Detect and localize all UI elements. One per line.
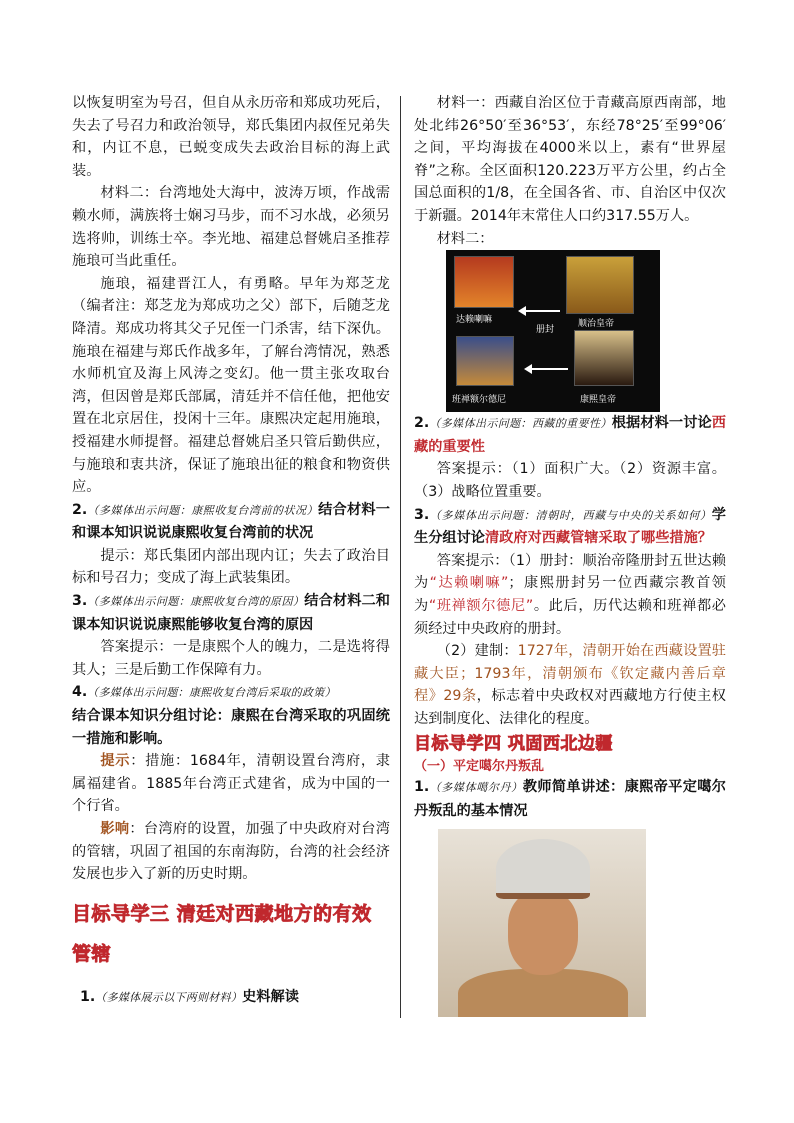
- question-text: 结合材料一和课本知识说说康熙收复台湾前的状况: [72, 501, 390, 542]
- dalai-lama-portrait: [454, 256, 514, 308]
- question-3: [72, 590, 390, 636]
- question-number: 1.: [414, 779, 430, 796]
- subsection-title: [414, 758, 726, 776]
- multimedia-prompt: （多媒体展示以下两则材料）: [95, 990, 243, 1004]
- paragraph-shilang: 施琅，福建晋江人，有勇略。早年为郑芝龙（编者注：郑芝龙为郑成功之父）部下，后随芝龙降清。郑成功将其父子兄侄一门杀害，结下深仇。施琅在福建与郑氏作战多年，了解台湾情况，熟悉水师机宜及海上风涛之变幻。他一贯主张攻取台湾，但因曾是郑氏部属，清廷并不信任他，把他安置在北京居住，投闲十三年。康熙决定起用施琅，授福建水师提督。福建总督姚启圣只管后勤供应，与施琅和衷共济，保证了施琅出征的粮食和物资供应。: [72, 275, 390, 496]
- answer-text: （2）建制：: [436, 643, 518, 660]
- answer-3-jianzhi: [414, 640, 726, 730]
- portrait-face: [508, 891, 578, 975]
- answer-2: 提示：郑氏集团内部出现内讧；失去了政治目标和号召力；变成了海上武装集团。: [72, 547, 390, 587]
- question-text: 学生分组讨论: [414, 506, 726, 547]
- multimedia-prompt: （多媒体出示问题：康熙收复台湾前的状况）: [87, 503, 319, 517]
- question-2: [72, 499, 390, 545]
- question-galdan: [414, 776, 726, 822]
- question-number: 3.: [72, 593, 88, 610]
- label-panchen: 班禅额尔德尼: [452, 395, 507, 406]
- section-banner-3: [72, 886, 390, 974]
- multimedia-prompt: （多媒体出示问题：康熙收复台湾后采取的政策）: [87, 686, 336, 700]
- answer-3: 答案提示：一是康熙个人的魄力，二是选将得其人；三是后勤工作保障有力。: [72, 639, 390, 678]
- answer-3-cefeng: [414, 550, 726, 640]
- answer-4-measures: [72, 750, 390, 818]
- answer-highlight: 1727年，清朝开始在西藏设置驻藏大臣；1793年，清朝颁布《钦定藏内善后章程》29条: [414, 643, 726, 705]
- column-divider: [400, 96, 401, 1018]
- answer-text: 答案提示：（1）册封：顺治帝隆册封五世达赖为: [414, 552, 726, 592]
- label-cefeng: 册封: [536, 325, 555, 336]
- question-3-tibet: [414, 504, 726, 550]
- answer-text: 。此后，历代达赖和班禅都必须经过中央政府的册封。: [414, 597, 726, 637]
- question-4: [72, 681, 390, 750]
- question-text: 结合材料二和课本知识说说康熙能够收复台湾的原因: [72, 593, 390, 633]
- multimedia-prompt: （多媒体出示问题：康熙收复台湾的原因）: [87, 595, 305, 609]
- answer-2-tibet: 答案提示：（1）面积广大。（2）资源丰富。（3）战略位置重要。: [414, 461, 726, 500]
- answer-text: ，标志着中央政权对西藏地方行使主权达到制度化、法律化的程度。: [414, 688, 726, 727]
- paragraph-material-two: 材料二：台湾地处大海中，波涛万顷，作战需赖水师，满族将士娴习马步，而不习水战，必须另选将帅，训练士卒。李光地、福建总督姚启圣推荐施琅可当此重任。: [72, 185, 390, 270]
- shunzhi-portrait: [566, 256, 634, 314]
- question-2-tibet: [414, 412, 726, 458]
- material-two-label: 材料二：: [436, 230, 494, 247]
- question-highlight: 西藏的重要性: [414, 415, 726, 455]
- multimedia-prompt: （多媒体出示问题：西藏的重要性）: [429, 417, 612, 431]
- section-title: 目标导学三 清廷对西藏地方的有效管辖: [72, 902, 372, 965]
- question-text: 结合课本知识分组讨论：康熙在台湾采取的巩固统一措施和影响。: [72, 708, 390, 747]
- question-1-materials: [72, 986, 390, 1010]
- label-kangxi: 康熙皇帝: [580, 395, 617, 406]
- arrow-left-icon: [522, 310, 560, 312]
- question-text: 史料解读: [242, 988, 299, 1005]
- multimedia-prompt: （多媒体出示问题：清朝时，西藏与中央的关系如何）: [429, 508, 712, 522]
- galdan-portrait-image: [438, 829, 646, 1017]
- portrait-shoulders: [458, 969, 628, 1017]
- arrow-left-icon: [528, 368, 568, 370]
- label-dalai: 达赖喇嘛: [456, 315, 493, 326]
- question-number: 2.: [72, 501, 88, 518]
- hint-label: 提示: [100, 753, 131, 770]
- question-number: 1.: [80, 988, 96, 1005]
- panchen-portrait: [456, 336, 514, 386]
- section-banner-4: [414, 730, 726, 758]
- question-number: 3.: [414, 506, 430, 523]
- portrait-hat: [496, 839, 590, 899]
- answer-4-impact: [72, 818, 390, 886]
- answer-highlight: “达赖喇嘛”: [429, 575, 509, 592]
- section-title: 目标导学四 巩固西北边疆: [414, 734, 613, 755]
- kangxi-portrait: [574, 330, 634, 386]
- impact-label: 影响: [100, 821, 130, 837]
- material-one-tibet: 材料一：西藏自治区位于青藏高原西南部，地处北纬26°50′至36°53′，东经78°25′至99°06′之间，平均海拔在4000米以上，素有“世界屋脊”之称。全区面积120.223万平方公里，约占全国总面积的1/8，在全国各省、市、自治区中仅次于新疆。2014年末常住人口约317.55万人。: [414, 95, 726, 224]
- question-number: 4.: [72, 684, 88, 701]
- answer-text: ；康熙册封另一位西藏宗教首领为: [414, 575, 726, 614]
- conferment-image: [446, 250, 660, 412]
- paragraph-material-one-end: 以恢复明室为号召，但自从永历帝和郑成功死后，失去了号召力和政治领导，郑氏集团内叔侄兄弟失和，内讧不息，已蜕变成失去政治目标的海上武装。: [72, 95, 390, 179]
- question-highlight: 清政府对西藏管辖采取了哪些措施？: [484, 530, 712, 547]
- multimedia-prompt: （多媒体噶尔丹）: [429, 781, 523, 795]
- subsection-text: （一）平定噶尔丹叛乱: [414, 759, 545, 775]
- right-column: [414, 92, 726, 1017]
- question-text: 根据材料一讨论: [611, 415, 712, 432]
- impact-text: ：台湾府的设置，加强了中央政府对台湾的管辖，巩固了祖国的东南海防，台湾的社会经济发展也步入了新的历史时期。: [72, 821, 390, 883]
- question-number: 2.: [414, 415, 430, 432]
- hint-text: ：措施：1684年，清朝设置台湾府，隶属福建省。1885年台湾正式建省，成为中国的一个行省。: [72, 753, 390, 815]
- answer-highlight: “班禅额尔德尼”: [428, 597, 534, 614]
- question-text: 教师简单讲述：康熙帝平定噶尔丹叛乱的基本情况: [414, 779, 726, 820]
- left-column: [72, 92, 390, 1009]
- label-shunzhi: 顺治皇帝: [578, 319, 615, 330]
